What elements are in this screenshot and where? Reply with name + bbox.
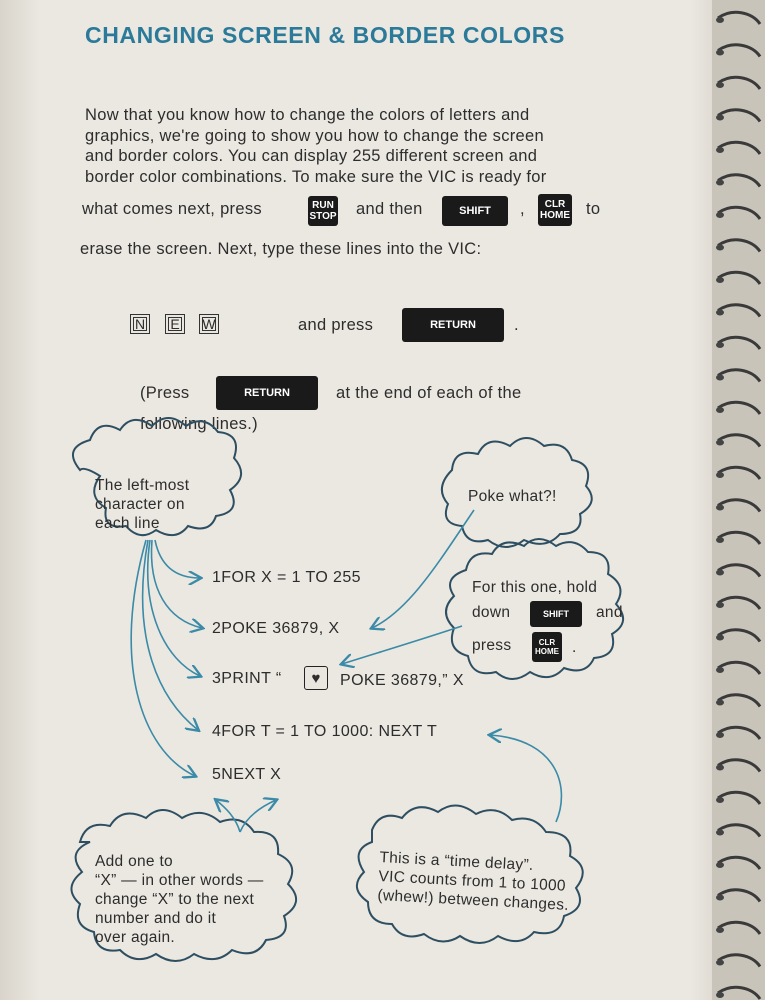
- cloud-poke-text: Poke what?!: [468, 488, 557, 505]
- cloud-hold-line: For this one, hold: [472, 579, 598, 596]
- spiral-hole: [716, 602, 724, 608]
- cloud-delay-text: [377, 848, 571, 915]
- n-key: N: [130, 314, 150, 334]
- spiral-hole: [716, 765, 724, 771]
- spiral-hole: [716, 440, 724, 446]
- cloud-line: (whew!) between changes.: [377, 886, 570, 914]
- spiral-hole: [716, 862, 724, 868]
- heart-key: [304, 666, 328, 690]
- code-line-2: 2POKE 36879, X: [212, 620, 340, 637]
- spiral-hole: [716, 147, 724, 153]
- clr-home-key: [532, 632, 562, 662]
- spiral-hole: [716, 115, 724, 121]
- spiral-hole: [716, 537, 724, 543]
- spiral-hole: [716, 310, 724, 316]
- cloud-hold-line: press: [472, 637, 512, 654]
- key-label: CLR: [538, 638, 556, 647]
- cloud-line: number and do it: [95, 910, 217, 927]
- cloud-line: character on: [95, 496, 185, 513]
- key-label: SHIFT: [543, 608, 569, 619]
- cloud-line: over again.: [95, 929, 175, 946]
- intro-line: and border colors. You can display 255 different screen and: [85, 147, 538, 165]
- intro-line: Now that you know how to change the colors of letters and: [85, 106, 530, 124]
- spiral-hole: [716, 277, 724, 283]
- spiral-hole: [716, 180, 724, 186]
- cloud-line: VIC counts from 1 to 1000: [378, 867, 567, 895]
- cloud-line: Add one to: [95, 853, 173, 870]
- arrow-poke: [372, 510, 474, 628]
- comma-text: ,: [520, 200, 525, 218]
- page-title: CHANGING SCREEN & BORDER COLORS: [85, 22, 565, 48]
- spiral-hole: [716, 992, 724, 998]
- arrow-to-line1: [155, 540, 200, 578]
- instruction-text: and then: [356, 200, 423, 218]
- key-label: HOME: [535, 647, 559, 656]
- note-text: (Press: [140, 384, 190, 402]
- arrow-addone-right: [240, 800, 276, 832]
- instruction-text: to: [586, 200, 601, 218]
- cloud-line: “X” — in other words —: [95, 872, 264, 889]
- note-text: following lines.): [140, 415, 258, 433]
- heart-icon: ♥: [311, 669, 321, 687]
- intro-line: graphics, we're going to show you how to change the screen: [85, 126, 544, 145]
- spiral-hole: [716, 635, 724, 641]
- code-line-3a: 3PRINT “: [212, 670, 282, 687]
- spiral-hole: [716, 700, 724, 706]
- e-key: E: [165, 314, 185, 334]
- spiral-binding: [712, 0, 765, 1000]
- spiral-hole: [716, 960, 724, 966]
- spiral-hole: [716, 82, 724, 88]
- spiral-hole: [716, 472, 724, 478]
- arrow-addone-left: [216, 800, 240, 832]
- key-label: HOME: [540, 210, 570, 221]
- spiral-hole: [716, 212, 724, 218]
- code-line-5: 5NEXT X: [212, 766, 282, 783]
- spiral-hole: [716, 50, 724, 56]
- spiral-hole: [716, 830, 724, 836]
- spiral-hole: [716, 17, 724, 23]
- cloud-addone-text: [95, 852, 264, 947]
- spiral-hole: [716, 732, 724, 738]
- arrow-to-line5: [131, 540, 195, 776]
- spiral-hole: [716, 407, 724, 413]
- spiral-hole: [716, 245, 724, 251]
- note-text: at the end of each of the: [336, 384, 522, 402]
- arrow-to-line3: [148, 540, 200, 676]
- spiral-hole: [716, 342, 724, 348]
- key-label: SHIFT: [459, 204, 491, 217]
- arrow-delay: [490, 735, 561, 822]
- key-label: RETURN: [430, 318, 476, 331]
- instruction-text: erase the screen. Next, type these lines into the VIC:: [80, 240, 482, 258]
- cloud-line: each line: [95, 515, 160, 532]
- spiral-hole: [716, 797, 724, 803]
- intro-line: border color combinations. To make sure the VIC is ready for: [85, 167, 547, 186]
- key-label: RUN: [312, 200, 334, 211]
- spiral-hole: [716, 895, 724, 901]
- cloud-line: This is a “time delay”.: [379, 848, 534, 875]
- spiral-hole: [716, 505, 724, 511]
- spiral-hole: [716, 375, 724, 381]
- key-label: STOP: [309, 211, 337, 222]
- key-label: CLR: [544, 199, 566, 210]
- cloud-leftmost-text: [95, 476, 189, 533]
- code-line-1: 1FOR X = 1 TO 255: [212, 569, 361, 586]
- instruction-text: and press: [298, 316, 374, 334]
- cloud-line: change “X” to the next: [95, 891, 255, 908]
- w-key: W: [199, 314, 219, 334]
- cloud-hold-line: .: [572, 639, 577, 656]
- cloud-hold-line: and: [596, 604, 623, 621]
- arrow-hold: [342, 626, 462, 664]
- shift-key: [530, 601, 582, 627]
- spiral-hole: [716, 570, 724, 576]
- cloud-line: The left-most: [95, 477, 190, 494]
- code-line-4: 4FOR T = 1 TO 1000: NEXT T: [212, 723, 438, 740]
- spiral-hole: [716, 927, 724, 933]
- code-line-3b: POKE 36879,” X: [340, 672, 464, 689]
- cloud-hold-line: down: [472, 604, 511, 621]
- period-text: .: [514, 316, 519, 334]
- instruction-text: what comes next, press: [82, 200, 262, 218]
- spiral-hole: [716, 667, 724, 673]
- key-label: RETURN: [244, 386, 290, 399]
